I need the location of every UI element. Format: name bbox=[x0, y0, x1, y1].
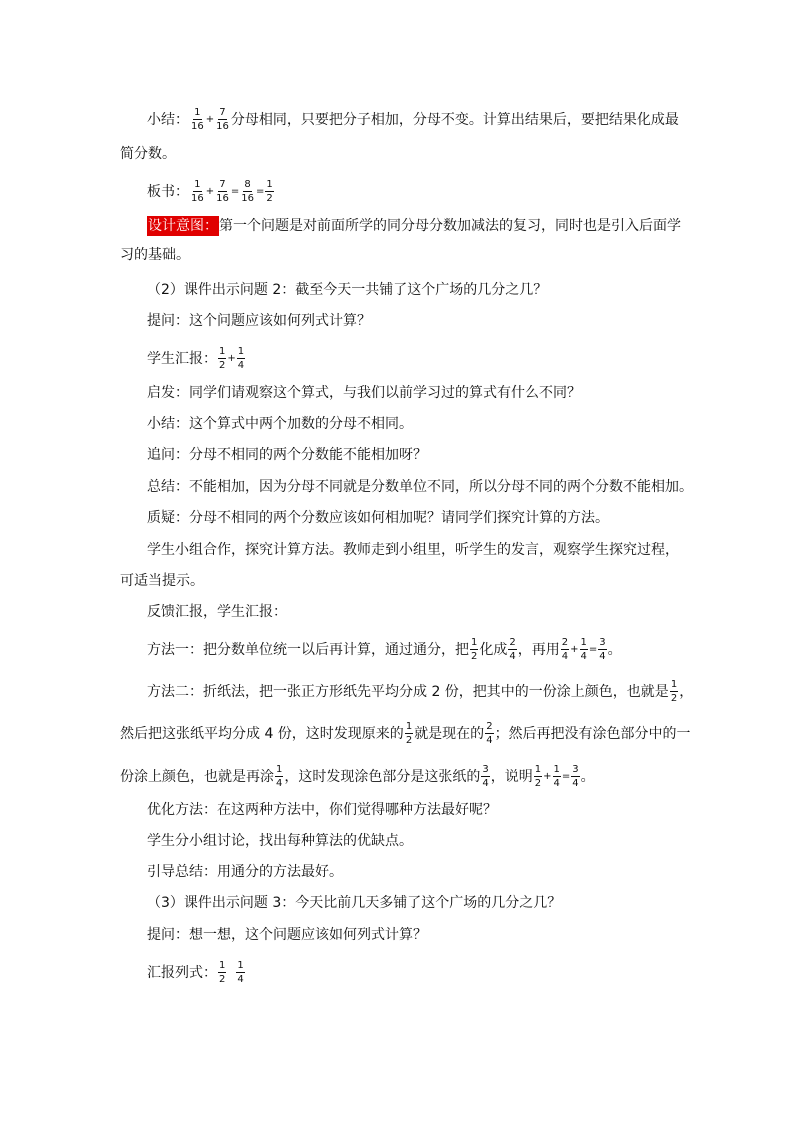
design-intent-line-1 bbox=[147, 216, 681, 236]
summary-text: 分母相同，只要把分子相加，分母不变。计算出结果后，要把结果化成最 bbox=[230, 111, 679, 128]
fraction-1-16: $\frac{1}{16}$ bbox=[191, 107, 204, 132]
group-work-line-2: 可适当提示。 bbox=[120, 573, 204, 589]
plus-sign: + bbox=[205, 113, 215, 125]
optimize-line: 优化方法：在这两种方法中，你们觉得哪种方法最好呢？ bbox=[147, 802, 497, 818]
method-2-line-3: 份涂上颜色，也就是再涂 $\frac{1}{4}$ ，这时发现涂色部分是这张纸的 $\frac{3}{4}$ ，说明 $\frac{1}{2}$ + $\frac{1}{4}$ = $\frac{3}{4}$ 。 bbox=[120, 764, 595, 789]
fraction-7-16: $\frac{7}{16}$ bbox=[216, 107, 229, 132]
ask-line-1: 提问：这个问题应该如何列式计算？ bbox=[147, 313, 371, 329]
design-intent-tag: 设计意图： bbox=[148, 218, 218, 234]
feedback-line: 反馈汇报，学生汇报： bbox=[147, 604, 287, 620]
method-1-line: 方法一：把分数单位统一以后再计算，通过通分，把 $\frac{1}{2}$ 化成 $\frac{2}{4}$ ，再用 $\frac{2}{4}$ + $\frac{1}{4}$ = $\frac{3}{4}$ 。 bbox=[147, 637, 622, 662]
design-intent-text: 第一个问题是对前面所学的同分母分数加减法的复习，同时也是引入后面学 bbox=[219, 218, 681, 234]
board-label: 板书： bbox=[147, 183, 189, 200]
design-intent-line-2: 习的基础。 bbox=[120, 247, 190, 263]
guide-line: 引导总结：用通分的方法最好。 bbox=[147, 864, 343, 880]
report-formula-line: 汇报列式： $\frac{1}{2}$ $\frac{1}{4}$ bbox=[147, 960, 244, 985]
question-2: （2）课件出示问题 2：截至今天一共铺了这个广场的几分之几？ bbox=[147, 282, 548, 298]
method-2-line-2: 然后把这张纸平均分成 4 份，这时发现原来的 $\frac{1}{2}$ 就是现在的 $\frac{2}{4}$ ；然后再把没有涂色部分中的一 bbox=[120, 721, 691, 746]
summary-text-cont: 简分数。 bbox=[120, 146, 176, 162]
followup-line: 追问：分母不相同的两个分数能不能相加呀？ bbox=[147, 447, 427, 463]
board-formula: $\frac{1}{16}$ + $\frac{7}{16}$ = $\frac{8}{16}$ = $\frac{1}{2}$ bbox=[191, 179, 273, 204]
discuss-line: 学生分小组讨论，找出每种算法的优缺点。 bbox=[147, 833, 413, 849]
question-3: （3）课件出示问题 3：今天比前几天多铺了这个广场的几分之几？ bbox=[147, 895, 562, 911]
ask-line-2: 提问：想一想，这个问题应该如何列式计算？ bbox=[147, 927, 427, 943]
conclusion-line: 总结：不能相加，因为分母不同就是分数单位不同，所以分母不同的两个分数不能相加。 bbox=[147, 479, 693, 495]
inspire-line: 启发：同学们请观察这个算式，与我们以前学习过的算式有什么不同？ bbox=[147, 385, 581, 401]
summary-line-3: 小结：这个算式中两个加数的分母不相同。 bbox=[147, 416, 413, 432]
summary-label: 小结： bbox=[147, 111, 189, 128]
question-doubt-line: 质疑：分母不相同的两个分数应该如何相加呢？请同学们探究计算的方法。 bbox=[147, 510, 609, 526]
summary-line-1 bbox=[147, 107, 679, 132]
student-report-line: 学生汇报： $\frac{1}{2}$ + $\frac{1}{4}$ bbox=[147, 346, 245, 371]
summary-line-2 bbox=[120, 144, 176, 164]
board-line bbox=[147, 179, 275, 204]
group-work-line-1: 学生小组合作，探究计算方法。教师走到小组里，听学生的发言，观察学生探究过程， bbox=[147, 542, 679, 558]
method-2-line-1: 方法二：折纸法，把一张正方形纸先平均分成 2 份，把其中的一份涂上颜色，也就是 $\frac{1}{2}$ ， bbox=[147, 679, 694, 704]
